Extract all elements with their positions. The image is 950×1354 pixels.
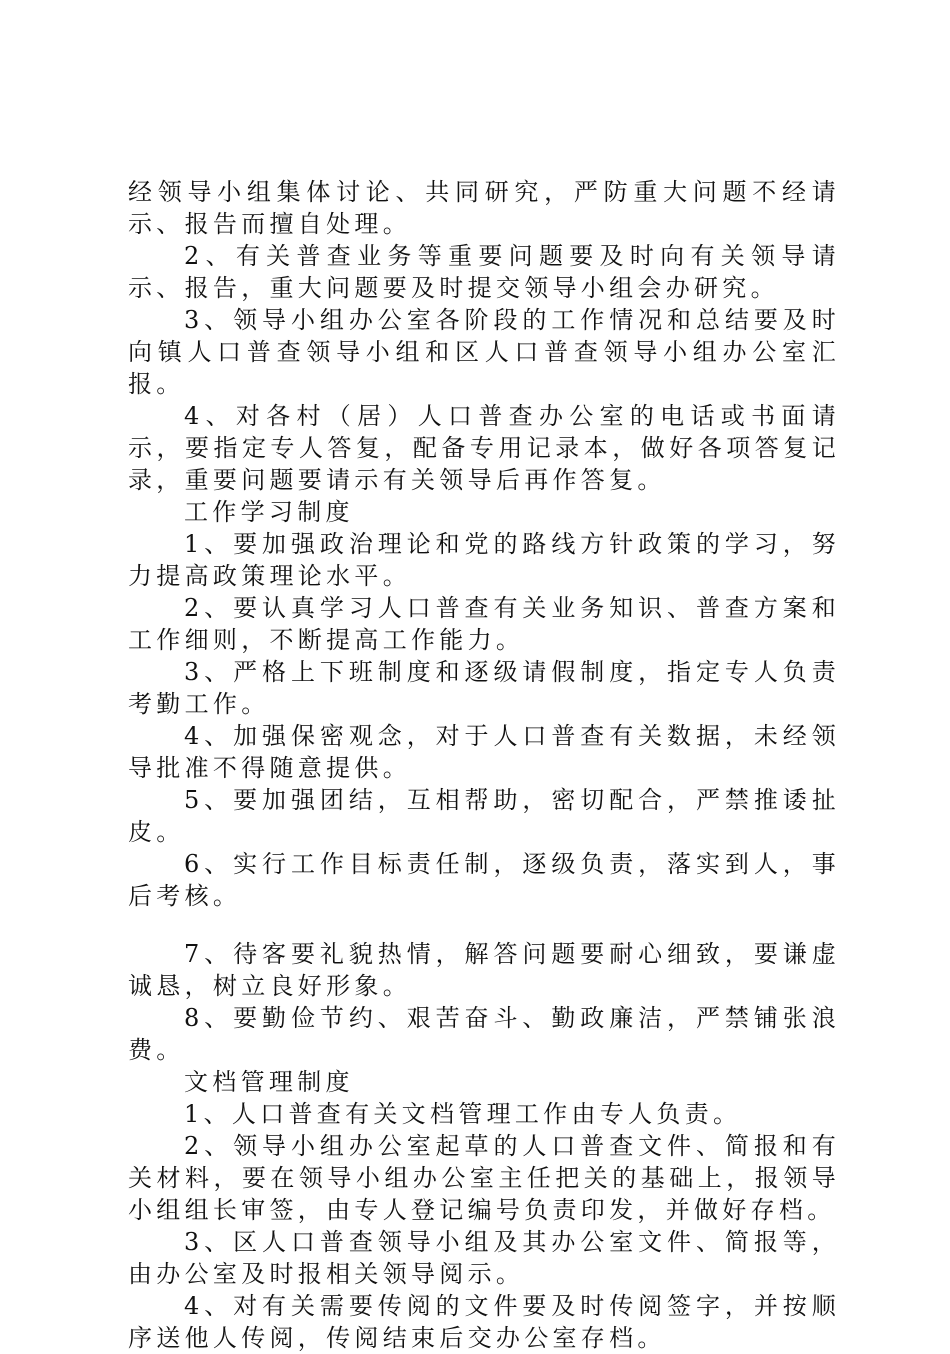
section1-item-2: 2、有关普查业务等重要问题要及时向有关领导请示、报告，重大问题要及时提交领导小组会办研究。 <box>128 242 840 302</box>
section-title-document-management: 文档管理制度 <box>184 1068 354 1096</box>
section3-item-3: 3、区人口普查领导小组及其办公室文件、简报等，由办公室及时报相关领导阅示。 <box>128 1228 840 1288</box>
continuation-paragraph: 经领导小组集体讨论、共同研究，严防重大问题不经请示、报告而擅自处理。 <box>128 178 840 238</box>
section-title-work-study: 工作学习制度 <box>184 498 354 526</box>
section2-item-5: 5、要加强团结，互相帮助，密切配合，严禁推诿扯皮。 <box>128 786 840 846</box>
section3-item-4: 4、对有关需要传阅的文件要及时传阅签字，并按顺序送他人传阅，传阅结束后交办公室存档。 <box>128 1292 840 1352</box>
section1-item-3: 3、领导小组办公室各阶段的工作情况和总结要及时向镇人口普查领导小组和区人口普查领导小组办公室汇报。 <box>128 306 840 398</box>
section2-item-4: 4、加强保密观念，对于人口普查有关数据，未经领导批准不得随意提供。 <box>128 722 840 782</box>
section2-item-2: 2、要认真学习人口普查有关业务知识、普查方案和工作细则，不断提高工作能力。 <box>128 594 840 654</box>
section3-item-2: 2、领导小组办公室起草的人口普查文件、简报和有关材料，要在领导小组办公室主任把关的基础上，报领导小组组长审签，由专人登记编号负责印发，并做好存档。 <box>128 1132 840 1224</box>
section2-item-1: 1、要加强政治理论和党的路线方针政策的学习，努力提高政策理论水平。 <box>128 530 840 590</box>
section2-item-7: 7、待客要礼貌热情，解答问题要耐心细致，要谦虚诚恳，树立良好形象。 <box>128 940 840 1000</box>
section2-item-6: 6、实行工作目标责任制，逐级负责，落实到人，事后考核。 <box>128 850 840 910</box>
section2-item-3: 3、严格上下班制度和逐级请假制度，指定专人负责考勤工作。 <box>128 658 840 718</box>
document-page <box>128 176 840 1354</box>
section1-item-4: 4、对各村（居）人口普查办公室的电话或书面请示，要指定专人答复，配备专用记录本，做好各项答复记录，重要问题要请示有关领导后再作答复。 <box>128 402 840 494</box>
paragraph-gap <box>128 912 840 938</box>
section3-item-1: 1、人口普查有关文档管理工作由专人负责。 <box>184 1100 742 1128</box>
section2-item-8: 8、要勤俭节约、艰苦奋斗、勤政廉洁，严禁铺张浪费。 <box>128 1004 840 1064</box>
